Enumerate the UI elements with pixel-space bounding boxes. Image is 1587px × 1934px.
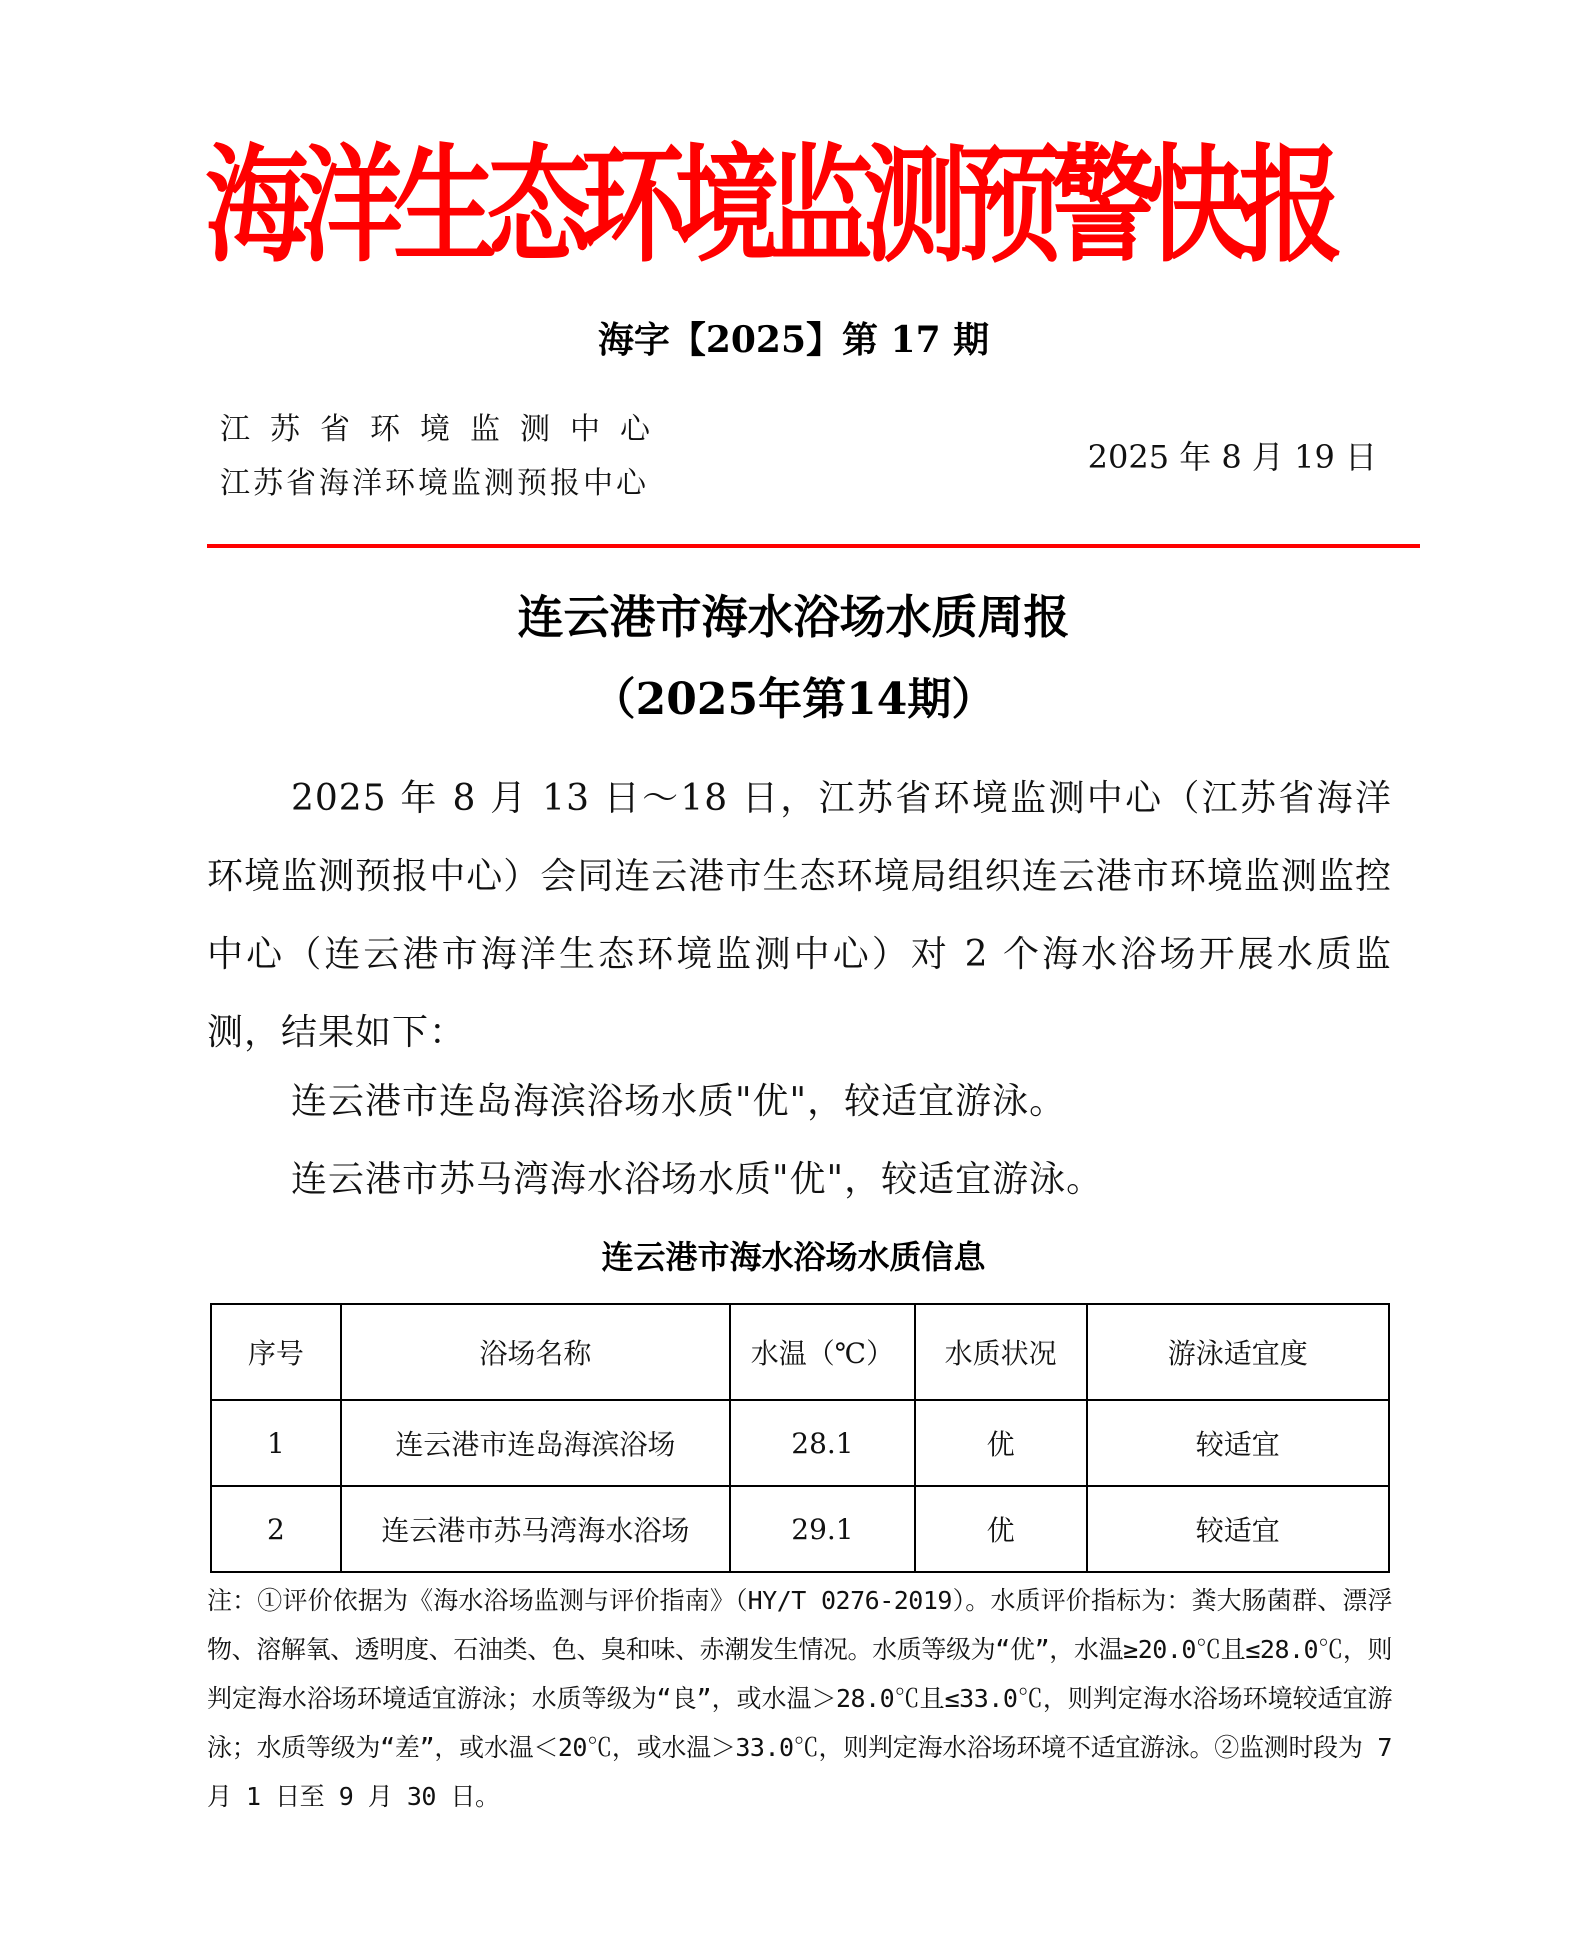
cell-swim-suitability: 较适宜 — [1087, 1400, 1389, 1486]
cell-beach-name: 连云港市连岛海滨浴场 — [341, 1400, 730, 1486]
red-divider — [207, 544, 1420, 548]
table-row — [211, 1400, 1389, 1486]
cell-water-quality: 优 — [915, 1400, 1087, 1486]
cell-beach-name: 连云港市苏马湾海水浴场 — [341, 1486, 730, 1572]
table-header-row — [211, 1304, 1389, 1400]
result-lianddao: 连云港市连岛海滨浴场水质"优"，较适宜游泳。 — [291, 1081, 1067, 1122]
issue-date: 2025 年 8 月 19 日 — [1087, 438, 1377, 476]
result-sumawan: 连云港市苏马湾海水浴场水质"优"，较适宜游泳。 — [291, 1159, 1104, 1200]
report-title: 连云港市海水浴场水质周报 — [517, 590, 1070, 644]
header-swim-suitability: 游泳适宜度 — [1087, 1304, 1389, 1400]
cell-swim-suitability: 较适宜 — [1087, 1486, 1389, 1572]
issuer-marine-center: 江苏省海洋环境监测预报中心 — [220, 466, 649, 501]
cell-index: 2 — [211, 1486, 341, 1572]
header-water-quality: 水质状况 — [915, 1304, 1087, 1400]
masthead-title: 海洋生态环境监测预警快报 — [205, 130, 1334, 280]
header-index: 序号 — [211, 1304, 341, 1400]
header-beach-name: 浴场名称 — [341, 1304, 730, 1400]
issuer-provincial-center: 江苏省环境监测中心 — [220, 412, 670, 447]
cell-water-quality: 优 — [915, 1486, 1087, 1572]
cell-water-temp: 28.1 — [730, 1400, 915, 1486]
report-subtitle: （2025年第14期） — [591, 674, 996, 725]
cell-water-temp: 29.1 — [730, 1486, 915, 1572]
intro-paragraph: 2025 年 8 月 13 日～18 日，江苏省环境监测中心（江苏省海洋环境监测预报中心）会同连云港市生态环境局组织连云港市环境监测监控中心（连云港市海洋生态环境监测中心）对 2 个海水浴场开展水质监测，结果如下： — [207, 778, 1392, 1053]
cell-index: 1 — [211, 1400, 341, 1486]
water-quality-table — [210, 1303, 1390, 1573]
header-water-temp: 水温（℃） — [730, 1304, 915, 1400]
table-caption: 连云港市海水浴场水质信息 — [601, 1238, 986, 1276]
table-row — [211, 1486, 1389, 1572]
footnote: 注：①评价依据为《海水浴场监测与评价指南》（HY/T 0276-2019）。水质评价指标为：粪大肠菌群、漂浮物、溶解氧、透明度、石油类、色、臭和味、赤潮发生情况。水质等级为“优”，水温≥20.0℃且≤28.0℃，则判定海水浴场环境适宜游泳；水质等级为“良”，或水温＞28.0℃且≤33.0℃，则判定海水浴场环境较适宜游泳；水质等级为“差”，或水温＜20℃，或水温＞33.0℃，则判定海水浴场环境不适宜游泳。②监测时段为 7 月 1 日至 9 月 30 日。 — [207, 1586, 1392, 1811]
issue-number: 海字【2025】第 17 期 — [597, 319, 990, 361]
